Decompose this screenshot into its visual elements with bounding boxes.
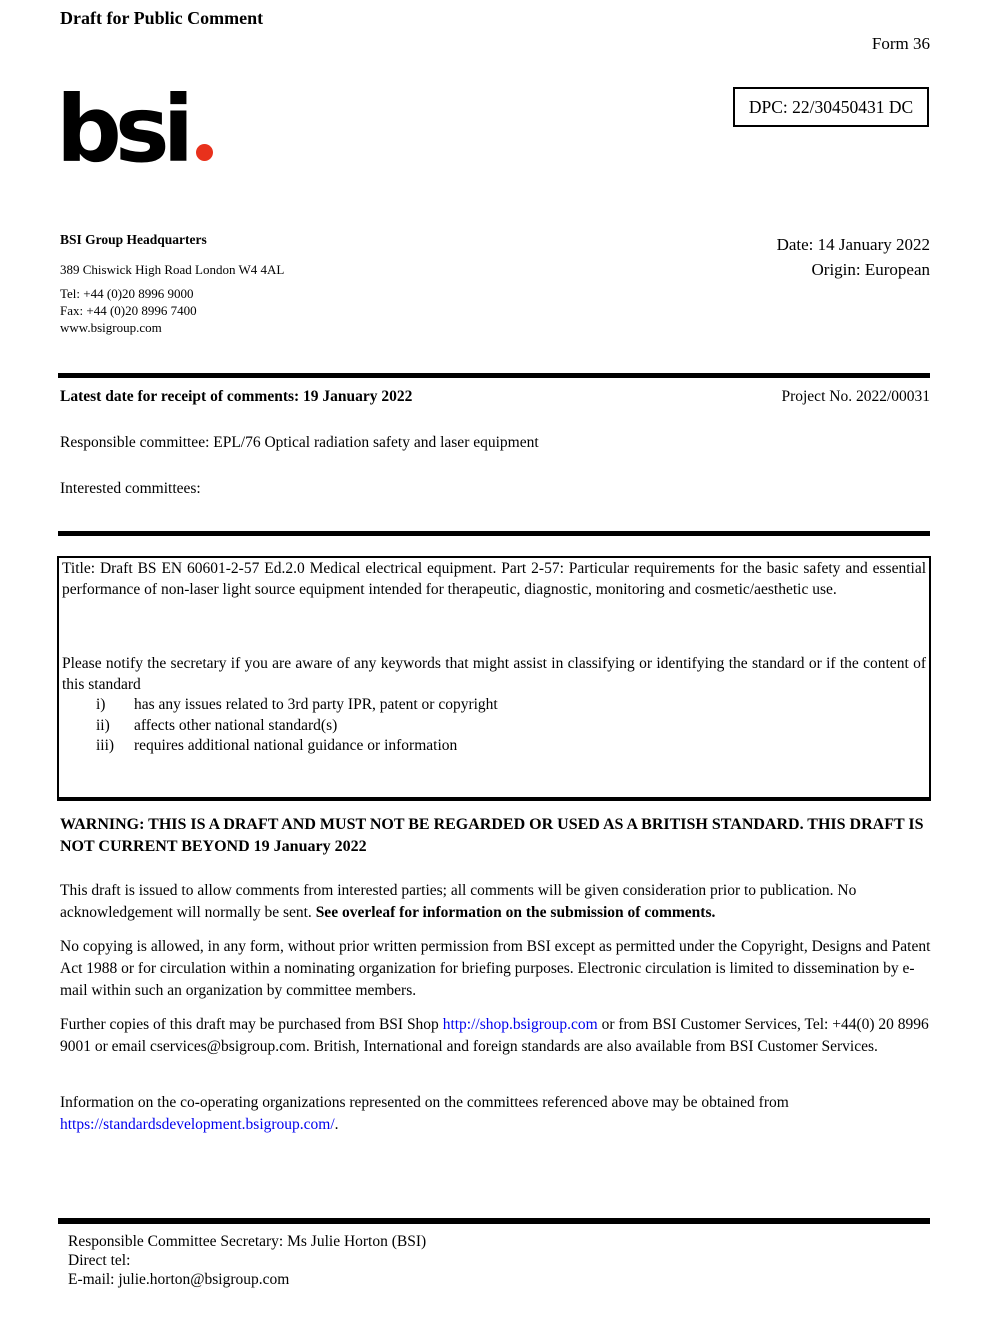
cooperating-orgs-text-1: Information on the co-operating organizations represented on the committees referenced above may be obtained from — [60, 1094, 789, 1111]
notify-secretary-text: Please notify the secretary if you are aware of any keywords that might assist in classifying or identifying the standard or if the content of this standard — [62, 655, 926, 693]
title-box — [57, 556, 931, 801]
bsi-shop-link[interactable]: http://shop.bsigroup.com — [442, 1016, 598, 1033]
list-item-marker: i) — [96, 696, 106, 713]
headquarters-website: www.bsigroup.com — [60, 320, 162, 335]
cooperating-orgs-paragraph — [60, 1092, 931, 1136]
direct-tel-label: Direct tel: — [68, 1252, 131, 1269]
issue-block — [777, 232, 930, 282]
list-item-text: requires additional national guidance or information — [134, 737, 458, 754]
list-item-text: affects other national standard(s) — [134, 716, 338, 734]
further-copies-text-1: Further copies of this draft may be purchased from BSI Shop — [60, 1016, 443, 1033]
standards-development-link[interactable]: https://standardsdevelopment.bsigroup.com/ — [60, 1116, 335, 1133]
form-number-label: Form 36 — [871, 34, 930, 53]
headquarters-title: BSI Group Headquarters — [60, 232, 207, 247]
middle-divider-rule — [58, 531, 930, 536]
top-divider-rule — [58, 373, 930, 378]
headquarters-tel: Tel: +44 (0)20 8996 9000 — [60, 286, 194, 301]
standard-title-text: Title: Draft BS EN 60601-2-57 Ed.2.0 Medical electrical equipment. Part 2-57: Particular requirements for the basic safety and essential performance of non-laser light source equipment intended for therapeutic, diagnostic, monitoring and cosmetic/aesthetic use. — [62, 560, 926, 598]
latest-date-label: Latest date for receipt of comments: 19 January 2022 — [60, 388, 413, 405]
draft-issued-paragraph — [60, 880, 931, 924]
draft-issued-text: This draft is issued to allow comments from interested parties; all comments will be given consideration prior to publication. No acknowledgement will normally be sent. — [60, 882, 857, 921]
list-item-marker: ii) — [96, 716, 110, 734]
cooperating-orgs-text-2: . — [334, 1116, 339, 1133]
dpc-number-text: DPC: 22/30450431 DC — [748, 96, 914, 117]
interested-committees-label: Interested committees: — [60, 480, 201, 497]
comments-meta-row — [60, 388, 930, 406]
responsible-committee-label: Responsible committee: EPL/76 Optical radiation safety and laser equipment — [60, 434, 539, 451]
headquarters-address: 389 Chiswick High Road London W4 4AL — [60, 262, 285, 277]
draft-warning-text: WARNING: THIS IS A DRAFT AND MUST NOT BE REGARDED OR USED AS A BRITISH STANDARD. THIS DRAFT IS NOT CURRENT BEYOND 19 January 2022 — [60, 816, 924, 855]
issue-date: Date: 14 January 2022 — [776, 235, 930, 254]
draft-for-public-comment-label: Draft for Public Comment — [60, 8, 264, 28]
headquarters-block — [60, 231, 284, 336]
committee-secretary-label: Responsible Committee Secretary: Ms Julie Horton (BSI) — [68, 1233, 427, 1250]
bsi-logo-dot-icon — [196, 144, 213, 161]
further-copies-paragraph — [60, 1014, 931, 1058]
list-item — [62, 716, 926, 737]
keyword-issues-list — [62, 695, 926, 757]
bsi-logo-text: bsi — [56, 76, 188, 183]
list-item-text: has any issues related to 3rd party IPR, patent or copyright — [134, 696, 498, 713]
see-overleaf-bold-text: See overleaf for information on the submission of comments. — [315, 904, 716, 921]
secretary-email-label: E-mail: julie.horton@bsigroup.com — [68, 1271, 290, 1288]
headquarters-fax: Fax: +44 (0)20 8996 7400 — [60, 303, 197, 318]
issue-origin: Origin: European — [811, 260, 930, 279]
further-copies-text-2: or from BSI Customer Services, Tel: +44(0) 20 8996 9001 or email cservices@bsigroup.com. British, International and foreign standards are also available from BSI Customer Services. — [60, 1016, 929, 1055]
list-item — [62, 736, 926, 757]
list-item — [62, 695, 926, 716]
bsi-logo — [56, 76, 213, 183]
project-number-label: Project No. 2022/00031 — [781, 388, 930, 405]
no-copying-paragraph: No copying is allowed, in any form, without prior written permission from BSI except as permitted under the Copyright, Designs and Patent Act 1988 or for circulation within a nominating organization for briefing purposes. Electronic circulation is limited to dissemination by e-mail within such an organization by committee members. — [60, 938, 931, 999]
dpc-number-box — [733, 87, 929, 127]
list-item-marker: iii) — [96, 737, 115, 754]
footer-block — [68, 1232, 426, 1289]
footer-divider-rule — [58, 1218, 930, 1224]
